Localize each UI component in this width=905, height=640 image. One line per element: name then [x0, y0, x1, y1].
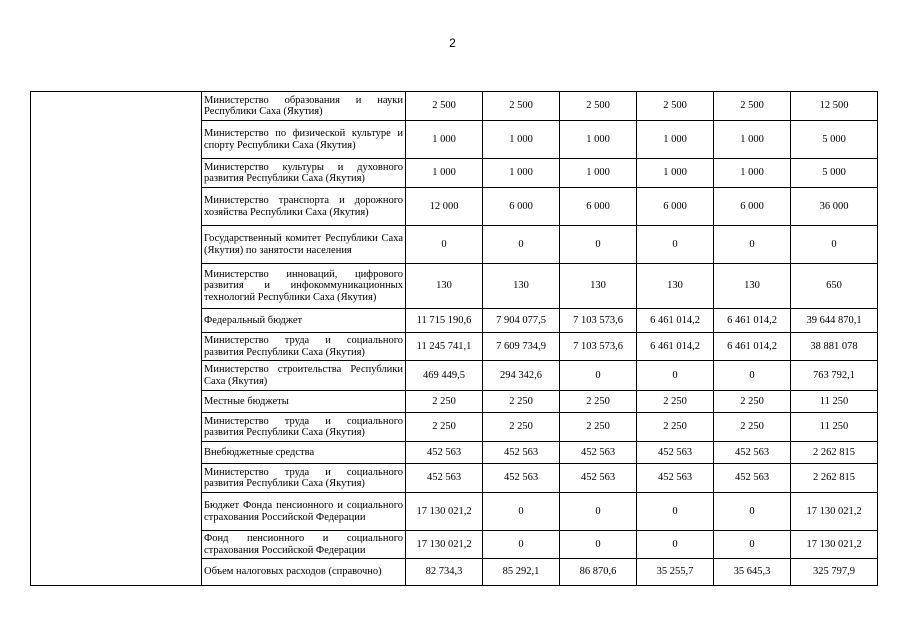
value-cell: 1 000 [406, 159, 483, 188]
row-label: Государственный комитет Республики Саха (Якутия) по занятости населения [202, 226, 406, 264]
value-cell: 7 103 573,6 [560, 309, 637, 333]
value-cell: 6 000 [483, 188, 560, 226]
row-total-cell: 0 [791, 226, 878, 264]
value-cell: 6 000 [714, 188, 791, 226]
row-label: Местные бюджеты [202, 391, 406, 413]
row-label: Министерство труда и социального развития Республики Саха (Якутия) [202, 333, 406, 361]
value-cell: 0 [637, 361, 714, 391]
value-cell: 6 000 [560, 188, 637, 226]
row-label: Министерство культуры и духовного развития Республики Саха (Якутия) [202, 159, 406, 188]
value-cell: 130 [637, 264, 714, 309]
row-label: Бюджет Фонда пенсионного и социального страхования Российской Федерации [202, 493, 406, 531]
budget-table [30, 91, 878, 586]
value-cell: 0 [483, 493, 560, 531]
value-cell: 0 [637, 531, 714, 559]
row-total-cell: 325 797,9 [791, 559, 878, 586]
value-cell: 130 [483, 264, 560, 309]
row-total-cell: 17 130 021,2 [791, 531, 878, 559]
row-label: Федеральный бюджет [202, 309, 406, 333]
value-cell: 130 [406, 264, 483, 309]
value-cell: 0 [406, 226, 483, 264]
value-cell: 0 [714, 531, 791, 559]
value-cell: 1 000 [714, 121, 791, 159]
value-cell: 0 [637, 226, 714, 264]
row-label: Министерство труда и социального развития Республики Саха (Якутия) [202, 413, 406, 442]
row-label: Внебюджетные средства [202, 442, 406, 464]
value-cell: 452 563 [714, 442, 791, 464]
row-total-cell: 36 000 [791, 188, 878, 226]
value-cell: 452 563 [406, 464, 483, 493]
value-cell: 1 000 [637, 121, 714, 159]
value-cell: 17 130 021,2 [406, 531, 483, 559]
row-label: Министерство транспорта и дорожного хозяйства Республики Саха (Якутия) [202, 188, 406, 226]
value-cell: 452 563 [560, 464, 637, 493]
value-cell: 130 [714, 264, 791, 309]
row-total-cell: 763 792,1 [791, 361, 878, 391]
value-cell: 2 250 [714, 391, 791, 413]
row-label: Объем налоговых расходов (справочно) [202, 559, 406, 586]
value-cell: 1 000 [483, 159, 560, 188]
row-total-cell: 11 250 [791, 391, 878, 413]
value-cell: 0 [714, 493, 791, 531]
row-total-cell: 39 644 870,1 [791, 309, 878, 333]
value-cell: 452 563 [406, 442, 483, 464]
row-total-cell: 5 000 [791, 159, 878, 188]
value-cell: 85 292,1 [483, 559, 560, 586]
row-total-cell: 5 000 [791, 121, 878, 159]
value-cell: 452 563 [637, 442, 714, 464]
value-cell: 2 250 [560, 391, 637, 413]
value-cell: 1 000 [560, 121, 637, 159]
value-cell: 452 563 [560, 442, 637, 464]
value-cell: 1 000 [637, 159, 714, 188]
value-cell: 6 461 014,2 [637, 333, 714, 361]
value-cell: 2 250 [406, 413, 483, 442]
value-cell: 0 [560, 361, 637, 391]
table-row [31, 92, 878, 121]
value-cell: 452 563 [714, 464, 791, 493]
value-cell: 7 103 573,6 [560, 333, 637, 361]
row-total-cell: 2 262 815 [791, 442, 878, 464]
row-total-cell: 12 500 [791, 92, 878, 121]
value-cell: 1 000 [560, 159, 637, 188]
value-cell: 2 250 [483, 413, 560, 442]
value-cell: 452 563 [483, 442, 560, 464]
value-cell: 2 250 [560, 413, 637, 442]
value-cell: 6 461 014,2 [714, 333, 791, 361]
value-cell: 452 563 [637, 464, 714, 493]
value-cell: 0 [560, 493, 637, 531]
value-cell: 11 245 741,1 [406, 333, 483, 361]
value-cell: 2 500 [483, 92, 560, 121]
value-cell: 7 609 734,9 [483, 333, 560, 361]
value-cell: 6 461 014,2 [637, 309, 714, 333]
value-cell: 1 000 [714, 159, 791, 188]
value-cell: 17 130 021,2 [406, 493, 483, 531]
value-cell: 1 000 [406, 121, 483, 159]
value-cell: 6 000 [637, 188, 714, 226]
value-cell: 0 [714, 361, 791, 391]
row-total-cell: 2 262 815 [791, 464, 878, 493]
value-cell: 11 715 190,6 [406, 309, 483, 333]
value-cell: 82 734,3 [406, 559, 483, 586]
value-cell: 2 250 [483, 391, 560, 413]
row-label: Фонд пенсионного и социального страхования Российской Федерации [202, 531, 406, 559]
row-label: Министерство строительства Республики Саха (Якутия) [202, 361, 406, 391]
value-cell: 2 500 [560, 92, 637, 121]
value-cell: 1 000 [483, 121, 560, 159]
value-cell: 0 [560, 226, 637, 264]
empty-merged-cell [31, 92, 202, 586]
row-label: Министерство по физической культуре и спорту Республики Саха (Якутия) [202, 121, 406, 159]
value-cell: 2 250 [406, 391, 483, 413]
value-cell: 0 [637, 493, 714, 531]
row-label: Министерство образования и науки Республики Саха (Якутия) [202, 92, 406, 121]
value-cell: 12 000 [406, 188, 483, 226]
page-number: 2 [449, 36, 456, 50]
value-cell: 2 250 [637, 391, 714, 413]
value-cell: 130 [560, 264, 637, 309]
value-cell: 2 500 [714, 92, 791, 121]
value-cell: 35 645,3 [714, 559, 791, 586]
value-cell: 0 [483, 226, 560, 264]
row-label: Министерство инноваций, цифрового развития и инфокоммуникационных технологий Республики Саха (Якутия) [202, 264, 406, 309]
value-cell: 2 250 [637, 413, 714, 442]
row-total-cell: 17 130 021,2 [791, 493, 878, 531]
value-cell: 469 449,5 [406, 361, 483, 391]
value-cell: 2 250 [714, 413, 791, 442]
value-cell: 294 342,6 [483, 361, 560, 391]
value-cell: 0 [560, 531, 637, 559]
value-cell: 86 870,6 [560, 559, 637, 586]
row-total-cell: 38 881 078 [791, 333, 878, 361]
row-total-cell: 650 [791, 264, 878, 309]
value-cell: 452 563 [483, 464, 560, 493]
value-cell: 2 500 [406, 92, 483, 121]
value-cell: 2 500 [637, 92, 714, 121]
row-total-cell: 11 250 [791, 413, 878, 442]
value-cell: 7 904 077,5 [483, 309, 560, 333]
value-cell: 35 255,7 [637, 559, 714, 586]
value-cell: 0 [714, 226, 791, 264]
value-cell: 0 [483, 531, 560, 559]
row-label: Министерство труда и социального развития Республики Саха (Якутия) [202, 464, 406, 493]
value-cell: 6 461 014,2 [714, 309, 791, 333]
